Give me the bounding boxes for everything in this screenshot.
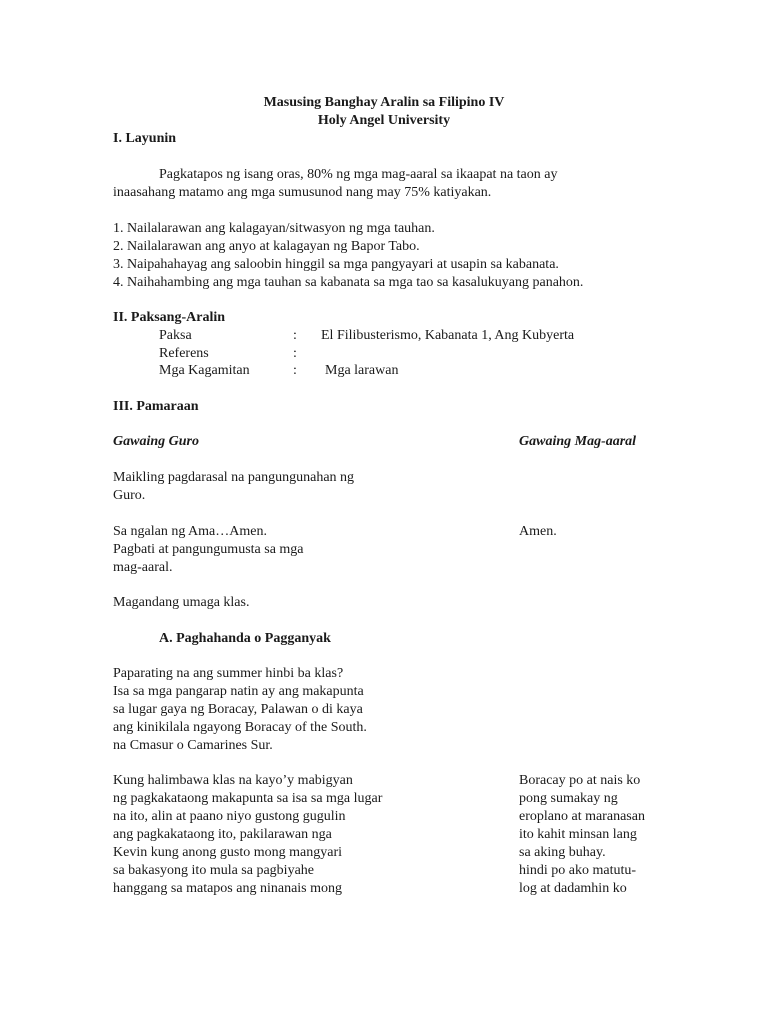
- text-line: sa lugar gaya ng Boracay, Palawan o di kaya: [113, 702, 363, 717]
- referens-label: Referens: [159, 346, 209, 361]
- kagamitan-value: Mga larawan: [325, 363, 399, 378]
- school-name: Holy Angel University: [317, 113, 451, 128]
- text-line: log at dadamhin ko: [519, 881, 627, 896]
- text-line: Isa sa mga pangarap natin ay ang makapunta: [113, 684, 364, 699]
- text-line: mag-aaral.: [113, 560, 173, 575]
- list-item: 2. Nailalarawan ang anyo at kalagayan ng Bapor Tabo.: [113, 239, 420, 254]
- paksa-label: Paksa: [159, 328, 192, 343]
- text-line: na ito, alin at paano niyo gustong gugulin: [113, 809, 346, 824]
- text-line: Boracay po at nais ko: [519, 773, 641, 788]
- kagamitan-separator: :: [293, 363, 297, 378]
- text-line: pong sumakay ng: [519, 791, 618, 806]
- text-line: eroplano at maranasan: [519, 809, 645, 824]
- boracay-reply-paragraph: [519, 772, 645, 898]
- text-line: Paparating na ang summer hinbi ba klas?: [113, 666, 344, 681]
- section-heading-pamaraan: III. Pamaraan: [113, 399, 199, 414]
- list-item: 3. Naipahahayag ang saloobin hinggil sa mga pangyayari at usapin sa kabanata.: [113, 257, 559, 272]
- paparating-paragraph: [113, 665, 367, 755]
- subheading-paghahanda: A. Paghahanda o Pagganyak: [159, 631, 331, 646]
- kung-halimbawa-paragraph: [113, 772, 382, 898]
- text-line: Kung halimbawa klas na kayo’y mabigyan: [113, 773, 353, 788]
- sa-ngalan-text: Sa ngalan ng Ama…Amen.: [113, 524, 267, 539]
- layunin-list: [113, 220, 583, 292]
- column-heading-gawaing-mag-aaral: Gawaing Mag-aaral: [519, 434, 637, 449]
- document-title: Masusing Banghay Aralin sa Filipino IV: [263, 95, 505, 110]
- column-heading-gawaing-guro: Gawaing Guro: [113, 434, 199, 449]
- layunin-intro-line1: Pagkatapos ng isang oras, 80% ng mga mag-aaral sa ikaapat na taon ay: [159, 167, 558, 182]
- text-line: sa aking buhay.: [519, 845, 606, 860]
- text-line: hindi po ako matutu-: [519, 863, 637, 878]
- list-item: 1. Nailalarawan ang kalagayan/sitwasyon ng mga tauhan.: [113, 221, 435, 236]
- amen-reply: Amen.: [519, 524, 557, 539]
- referens-separator: :: [293, 346, 297, 361]
- text-line: ang kinikilala ngayong Boracay of the South.: [113, 720, 367, 735]
- kagamitan-label: Mga Kagamitan: [159, 363, 250, 378]
- section-heading-paksang-aralin: II. Paksang-Aralin: [113, 310, 226, 325]
- text-line: Maikling pagdarasal na pangungunahan ng: [113, 470, 355, 485]
- text-line: Guro.: [113, 488, 146, 503]
- text-line: Pagbati at pangungumusta sa mga: [113, 542, 304, 557]
- text-line: sa bakasyong ito mula sa pagbiyahe: [113, 863, 315, 878]
- layunin-intro-line2: inaasahang matamo ang mga sumusunod nang may 75% katiyakan.: [113, 185, 492, 200]
- dasal-text: [113, 469, 354, 505]
- text-line: Kevin kung anong gusto mong mangyari: [113, 845, 343, 860]
- text-line: ito kahit minsan lang: [519, 827, 637, 842]
- text-line: ng pagkakataong makapunta sa isa sa mga lugar: [113, 791, 383, 806]
- text-line: hanggang sa matapos ang ninanais mong: [113, 881, 343, 896]
- list-item: 4. Naihahambing ang mga tauhan sa kabanata sa mga tao sa kasalukuyang panahon.: [113, 275, 584, 290]
- magandang-umaga-text: Magandang umaga klas.: [113, 595, 250, 610]
- section-heading-layunin: I. Layunin: [113, 131, 177, 146]
- text-line: na Cmasur o Camarines Sur.: [113, 738, 273, 753]
- paksa-separator: :: [293, 328, 297, 343]
- paksa-value: El Filibusterismo, Kabanata 1, Ang Kubyerta: [321, 328, 575, 343]
- pagbati-text: [113, 541, 304, 577]
- text-line: ang pagkakataong ito, pakilarawan nga: [113, 827, 332, 842]
